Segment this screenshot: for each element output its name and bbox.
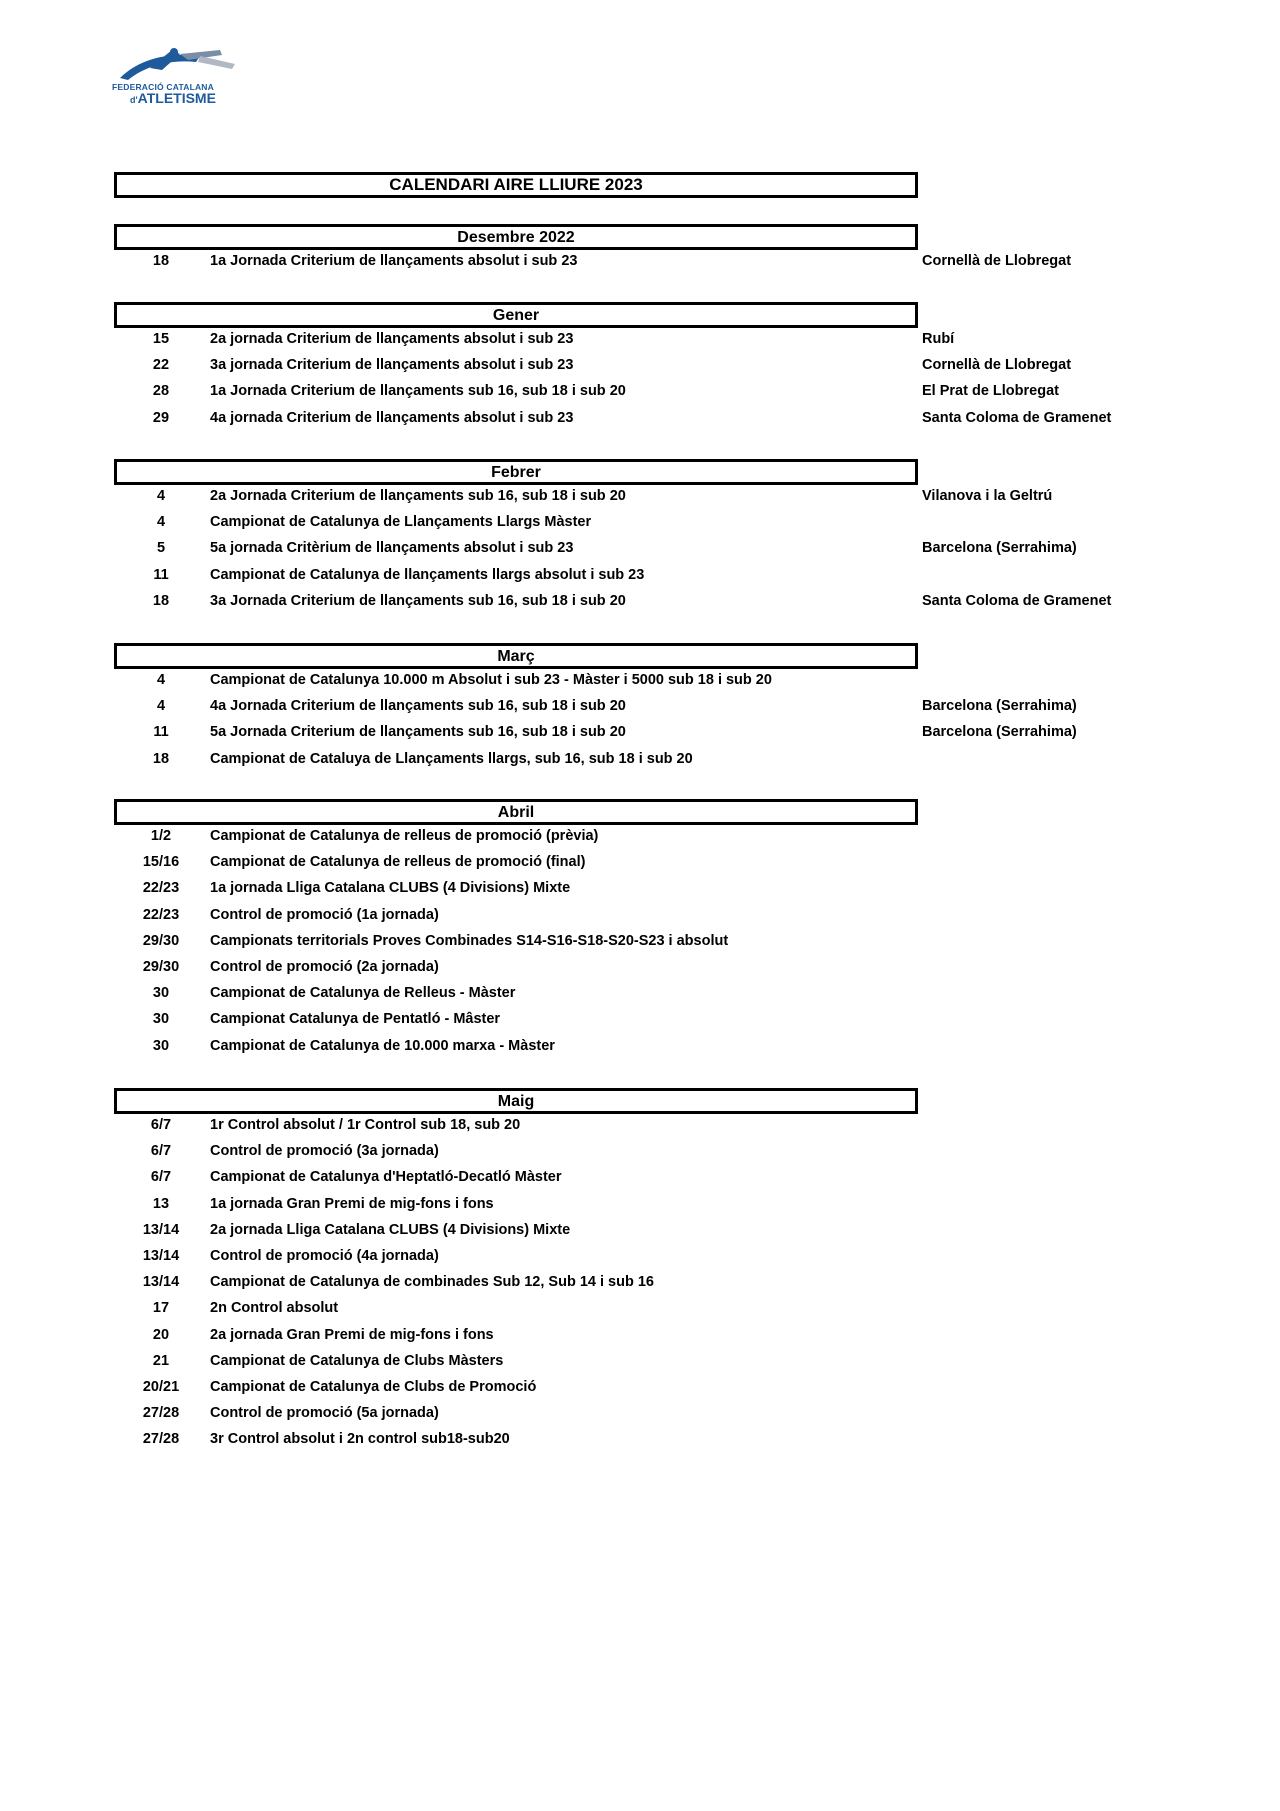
event-day: 4 xyxy=(156,698,166,715)
event-name: Control de promoció (4a jornada) xyxy=(210,1248,439,1264)
event-name: 1a Jornada Criterium de llançaments absolut i sub 23 xyxy=(210,253,578,269)
event-name: Campionat de Catalunya de relleus de promoció (final) xyxy=(210,854,586,871)
event-day: 6/7 xyxy=(150,1169,172,1186)
event-row xyxy=(0,1035,1280,1057)
event-day: 1/2 xyxy=(150,828,172,844)
event-place: Cornellà de Llobregat xyxy=(922,357,1072,374)
event-day: 17 xyxy=(152,1300,170,1317)
event-row xyxy=(0,851,1280,873)
event-row xyxy=(0,1428,1280,1450)
event-day: 13/14 xyxy=(142,1248,180,1264)
event-day: 29/30 xyxy=(142,932,180,949)
event-place: Barcelona (Serrahima) xyxy=(922,698,1077,715)
event-name: Campionat de Catalunya de Relleus - Màster xyxy=(210,985,516,1002)
logo-text-line2: d'ATLETISME xyxy=(130,90,216,106)
event-name: 2a jornada Lliga Catalana CLUBS (4 Divisions) Mixte xyxy=(210,1221,571,1238)
event-place: El Prat de Llobregat xyxy=(922,383,1059,400)
event-day: 27/28 xyxy=(142,1405,180,1422)
event-day: 15/16 xyxy=(142,854,180,871)
month-header: Març xyxy=(114,643,918,669)
event-row xyxy=(0,982,1280,1004)
event-day: 29 xyxy=(152,409,170,426)
event-name: Campionat de Catalunya de relleus de promoció (prèvia) xyxy=(210,828,599,844)
event-name: Campionats territorials Proves Combinades S14-S16-S18-S20-S23 i absolut xyxy=(210,932,729,949)
event-row xyxy=(0,1376,1280,1398)
logo-text-line1: FEDERACIÓ CATALANA xyxy=(112,82,214,92)
event-day: 20 xyxy=(152,1326,170,1343)
event-day: 27/28 xyxy=(142,1431,180,1448)
event-place: Rubí xyxy=(922,331,955,347)
event-day: 13/14 xyxy=(142,1274,180,1291)
event-place: Barcelona (Serrahima) xyxy=(922,724,1077,741)
event-row xyxy=(0,930,1280,952)
event-row xyxy=(0,564,1280,586)
event-name: Control de promoció (1a jornada) xyxy=(210,906,439,923)
event-place: Santa Coloma de Gramenet xyxy=(922,592,1112,609)
event-row xyxy=(0,407,1280,429)
event-day: 6/7 xyxy=(150,1117,172,1133)
event-name: 4a Jornada Criterium de llançaments sub 16, sub 18 i sub 20 xyxy=(210,698,626,715)
event-place: Santa Coloma de Gramenet xyxy=(922,409,1112,426)
event-day: 30 xyxy=(152,1037,170,1054)
event-name: 1a Jornada Criterium de llançaments sub 16, sub 18 i sub 20 xyxy=(210,383,626,400)
event-name: 1a jornada Lliga Catalana CLUBS (4 Divisions) Mixte xyxy=(210,880,571,897)
event-row xyxy=(0,537,1280,559)
event-row xyxy=(0,511,1280,533)
event-row xyxy=(0,904,1280,926)
event-name: Campionat de Catalunya 10.000 m Absolut i sub 23 - Màster i 5000 sub 18 i sub 20 xyxy=(210,672,772,688)
federation-logo xyxy=(110,46,245,106)
event-row xyxy=(0,1245,1280,1267)
month-header: Gener xyxy=(114,302,918,328)
event-name: 2a jornada Criterium de llançaments absolut i sub 23 xyxy=(210,331,574,347)
event-day: 20/21 xyxy=(142,1379,180,1395)
month-header: Febrer xyxy=(114,459,918,485)
event-place: Vilanova i la Geltrú xyxy=(922,488,1053,504)
runner-logo-icon xyxy=(110,46,245,86)
event-day: 13/14 xyxy=(142,1221,180,1238)
event-name: Campionat de Cataluya de Llançaments llargs, sub 16, sub 18 i sub 20 xyxy=(210,750,693,767)
event-name: 4a jornada Criterium de llançaments absolut i sub 23 xyxy=(210,409,574,426)
event-row xyxy=(0,1140,1280,1162)
event-day: 29/30 xyxy=(142,959,180,975)
event-name: Control de promoció (3a jornada) xyxy=(210,1143,439,1160)
event-place: Cornellà de Llobregat xyxy=(922,253,1072,269)
event-place: Barcelona (Serrahima) xyxy=(922,540,1077,557)
event-row xyxy=(0,485,1280,507)
event-row xyxy=(0,825,1280,847)
event-name: 5a jornada Critèrium de llançaments absolut i sub 23 xyxy=(210,540,574,557)
event-row xyxy=(0,1324,1280,1346)
event-row xyxy=(0,590,1280,612)
event-name: 2n Control absolut xyxy=(210,1300,339,1317)
event-name: Campionat de Catalunya de llançaments llargs absolut i sub 23 xyxy=(210,566,645,583)
event-day: 4 xyxy=(156,488,166,504)
month-header: Abril xyxy=(114,799,918,825)
month-header: Maig xyxy=(114,1088,918,1114)
event-name: 5a Jornada Criterium de llançaments sub 16, sub 18 i sub 20 xyxy=(210,724,626,741)
event-name: Campionat de Catalunya de combinades Sub 12, Sub 14 i sub 16 xyxy=(210,1274,654,1291)
event-row xyxy=(0,1297,1280,1319)
event-day: 11 xyxy=(153,566,169,583)
event-row xyxy=(0,1008,1280,1030)
month-header: Desembre 2022 xyxy=(114,224,918,250)
event-name: Campionat de Catalunya de Llançaments Llargs Màster xyxy=(210,514,592,531)
event-day: 22/23 xyxy=(142,880,180,897)
event-name: Campionat Catalunya de Pentatló - Mâster xyxy=(210,1011,501,1028)
event-row xyxy=(0,956,1280,978)
event-name: 2a Jornada Criterium de llançaments sub 16, sub 18 i sub 20 xyxy=(210,488,626,504)
event-day: 30 xyxy=(152,1011,170,1028)
event-name: 2a jornada Gran Premi de mig-fons i fons xyxy=(210,1326,494,1343)
event-day: 30 xyxy=(152,985,170,1002)
page-title: CALENDARI AIRE LLIURE 2023 xyxy=(114,172,918,198)
event-day: 4 xyxy=(156,672,166,688)
event-row xyxy=(0,354,1280,376)
event-day: 22/23 xyxy=(142,906,180,923)
event-row xyxy=(0,380,1280,402)
event-row xyxy=(0,1193,1280,1215)
event-name: Control de promoció (2a jornada) xyxy=(210,959,439,975)
event-name: 1a jornada Gran Premi de mig-fons i fons xyxy=(210,1195,494,1212)
event-day: 18 xyxy=(152,253,170,269)
event-name: 3r Control absolut i 2n control sub18-sub20 xyxy=(210,1431,510,1448)
event-row xyxy=(0,669,1280,691)
event-day: 13 xyxy=(152,1195,170,1212)
event-row xyxy=(0,1166,1280,1188)
event-name: 1r Control absolut / 1r Control sub 18, sub 20 xyxy=(210,1117,521,1133)
event-day: 28 xyxy=(152,383,170,400)
event-name: Campionat de Catalunya de 10.000 marxa - Màster xyxy=(210,1037,555,1054)
event-row xyxy=(0,721,1280,743)
event-row xyxy=(0,1402,1280,1424)
event-day: 4 xyxy=(156,514,166,531)
event-day: 18 xyxy=(152,750,170,767)
event-name: 3a Jornada Criterium de llançaments sub 16, sub 18 i sub 20 xyxy=(210,592,626,609)
event-row xyxy=(0,328,1280,350)
event-day: 21 xyxy=(152,1352,170,1369)
event-day: 6/7 xyxy=(150,1143,172,1160)
event-name: 3a jornada Criterium de llançaments absolut i sub 23 xyxy=(210,357,574,374)
event-row xyxy=(0,1114,1280,1136)
event-day: 22 xyxy=(152,357,170,374)
event-row xyxy=(0,250,1280,272)
event-day: 18 xyxy=(152,592,170,609)
event-day: 15 xyxy=(152,331,170,347)
event-row xyxy=(0,748,1280,770)
event-row xyxy=(0,1350,1280,1372)
event-name: Campionat de Catalunya d'Heptatló-Decatló Màster xyxy=(210,1169,562,1186)
event-row xyxy=(0,1271,1280,1293)
event-name: Campionat de Catalunya de Clubs de Promoció xyxy=(210,1379,537,1395)
event-row xyxy=(0,877,1280,899)
event-row xyxy=(0,695,1280,717)
event-day: 11 xyxy=(153,724,169,741)
event-name: Campionat de Catalunya de Clubs Màsters xyxy=(210,1352,504,1369)
event-day: 5 xyxy=(156,540,166,557)
event-name: Control de promoció (5a jornada) xyxy=(210,1405,439,1422)
event-row xyxy=(0,1219,1280,1241)
